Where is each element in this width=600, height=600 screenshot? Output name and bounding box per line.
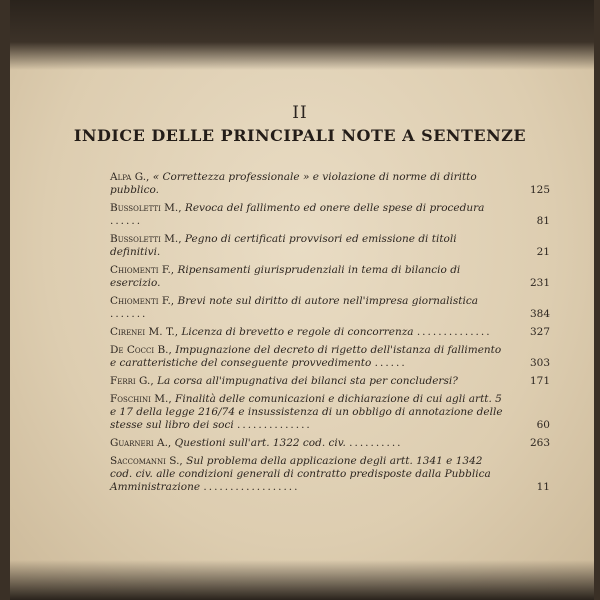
page-title: INDICE DELLE PRINCIPALI NOTE A SENTENZE [73, 126, 527, 145]
index-entry: Cirenei M. T., Licenza di brevetto e regole di concorrenza .............. 327 [110, 326, 550, 338]
index-entry: Chiomenti F., Brevi note sul diritto di autore nell'impresa giornalistica ....... 384 [110, 295, 550, 320]
index-entry: Foschini M., Finalità delle comunicazioni e dichiarazione di cui agli artt. 5 e 17 della legge 216/74 e insussistenza di un obbligo di annotazione delle stesse sul libro dei soci .............. 60 [110, 393, 550, 431]
entry-author: Chiomenti F., [110, 264, 175, 276]
index-list [110, 171, 550, 499]
entry-page: 384 [529, 308, 550, 320]
entry-author: Foschini M., [110, 393, 172, 405]
entry-author: Chiomenti F., [110, 295, 175, 307]
entry-page: 11 [536, 481, 550, 493]
entry-page: 171 [529, 375, 550, 387]
entry-title: La corsa all'impugnativa dei bilanci sta per concludersi? [157, 375, 458, 387]
entry-author: Alpa G., [110, 171, 150, 183]
page-shadow-top [0, 0, 600, 70]
index-entry [110, 171, 550, 197]
entry-title: Brevi note sul diritto di autore nell'impresa giornalistica [177, 295, 478, 307]
index-entry: Bussoletti M., Revoca del fallimento ed onere delle spese di procedura ...... 81 [110, 202, 550, 227]
entry-title: Finalità delle comunicazioni e dichiarazione di cui agli artt. 5 e 17 della legge 216/74 e insussistenza di un obbligo di annotazione delle stesse sul libro dei soci [110, 393, 503, 431]
index-entry: Guarneri A., Questioni sull'art. 1322 cod. civ. .......... 263 [110, 437, 550, 449]
entry-author: De Cocci B., [110, 344, 172, 356]
index-entry: De Cocci B., Impugnazione del decreto di rigetto dell'istanza di fallimento e caratteristiche del conseguente provvedimento ...... 303 [110, 344, 550, 369]
entry-page: 125 [529, 184, 550, 196]
index-entry [110, 264, 550, 290]
entry-title: Questioni sull'art. 1322 cod. civ. [174, 437, 346, 449]
entry-author: Cirenei M. T., [110, 326, 179, 338]
section-number: II [292, 103, 308, 123]
index-entry: Saccomanni S., Sul problema della applicazione degli artt. 1341 e 1342 cod. civ. alle condizioni generali di contratto predisposte dalla Pubblica Amministrazione .................. 11 [110, 455, 550, 493]
entry-author: Saccomanni S., [110, 455, 183, 467]
entry-page: 327 [529, 326, 550, 338]
index-entry [110, 233, 550, 259]
entry-page: 263 [529, 437, 550, 449]
entry-title: Sul problema della applicazione degli artt. 1341 e 1342 cod. civ. alle condizioni generali di contratto predisposte dalla Pubblica Amministrazione [110, 455, 491, 493]
page-shadow-bottom [0, 560, 600, 600]
entry-page: 21 [536, 246, 550, 258]
entry-title: « Correttezza professionale » e violazione di norme di diritto pubblico. [110, 171, 477, 196]
entry-page: 60 [536, 419, 550, 431]
entry-title: Revoca del fallimento ed onere delle spese di procedura [184, 202, 485, 214]
entry-title: Licenza di brevetto e regole di concorrenza [181, 326, 414, 338]
page-edge-left [0, 0, 10, 600]
entry-author: Bussoletti M., [110, 202, 182, 214]
entry-page: 231 [529, 277, 550, 289]
entry-author: Ferri G., [110, 375, 154, 387]
entry-author: Bussoletti M., [110, 233, 182, 245]
entry-page: 303 [529, 357, 550, 369]
entry-title: Impugnazione del decreto di rigetto dell'istanza di fallimento e caratteristiche del conseguente provvedimento [110, 344, 502, 369]
index-entry [110, 375, 550, 388]
entry-author: Guarneri A., [110, 437, 172, 449]
entry-title: Pegno di certificati provvisori ed emissione di titoli definitivi. [110, 233, 457, 258]
entry-page: 81 [536, 215, 550, 227]
page-edge-right [594, 0, 600, 600]
entry-title: Ripensamenti giurisprudenziali in tema di bilancio di esercizio. [110, 264, 461, 289]
